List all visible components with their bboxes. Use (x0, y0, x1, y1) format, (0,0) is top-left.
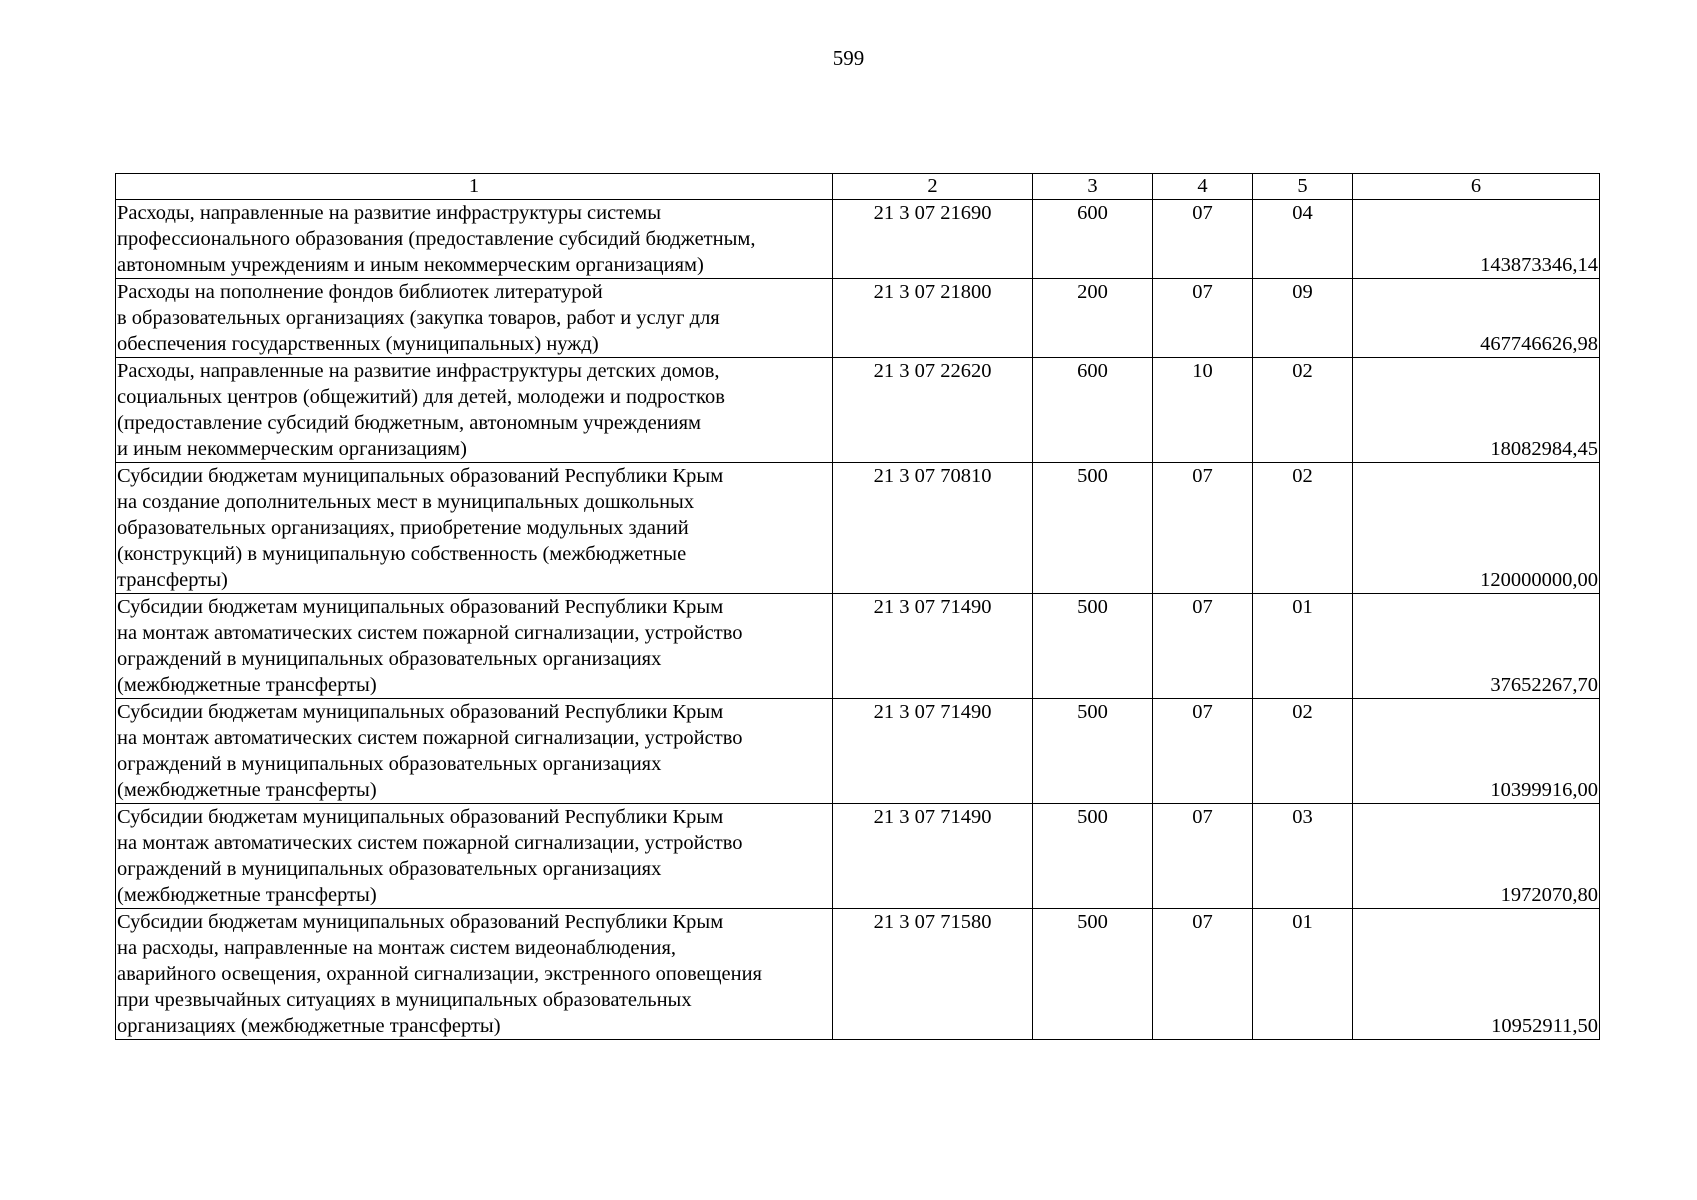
description-line: при чрезвычайных ситуациях в муниципальных образовательных (117, 989, 692, 1011)
row-code: 21 3 07 71490 (833, 804, 1033, 909)
row-description (116, 594, 833, 699)
description-line: ограждений в муниципальных образовательных организациях (117, 648, 662, 670)
description-line: автономным учреждениям и иным некоммерческим организациям) (117, 254, 704, 276)
row-amount: 1972070,80 (1353, 804, 1600, 909)
row-type: 600 (1033, 200, 1153, 279)
row-subsection: 02 (1253, 463, 1353, 594)
description-line: образовательных организациях, приобретение модульных зданий (117, 517, 689, 539)
row-subsection: 09 (1253, 279, 1353, 358)
row-description (116, 463, 833, 594)
column-header-section: 4 (1153, 174, 1253, 200)
row-type: 500 (1033, 463, 1153, 594)
budget-table (115, 173, 1600, 1040)
table-row (116, 463, 1600, 594)
row-description (116, 909, 833, 1040)
row-description (116, 699, 833, 804)
row-type: 600 (1033, 358, 1153, 463)
description-line: Субсидии бюджетам муниципальных образований Республики Крым (117, 596, 724, 618)
column-header-subsection: 5 (1253, 174, 1353, 200)
row-section: 07 (1153, 909, 1253, 1040)
row-section: 07 (1153, 594, 1253, 699)
row-amount: 10952911,50 (1353, 909, 1600, 1040)
row-amount: 10399916,00 (1353, 699, 1600, 804)
description-line: в образовательных организациях (закупка товаров, работ и услуг для (117, 307, 720, 329)
column-header-description: 1 (116, 174, 833, 200)
description-line: трансферты) (117, 569, 228, 591)
description-line: социальных центров (общежитий) для детей, молодежи и подростков (117, 386, 725, 408)
description-line: (межбюджетные трансферты) (117, 884, 377, 906)
description-line: Субсидии бюджетам муниципальных образований Республики Крым (117, 911, 724, 933)
description-line: ограждений в муниципальных образовательных организациях (117, 858, 662, 880)
description-line: Расходы, направленные на развитие инфраструктуры системы (117, 202, 662, 224)
table-row (116, 279, 1600, 358)
row-description (116, 804, 833, 909)
row-code: 21 3 07 71580 (833, 909, 1033, 1040)
description-line: на расходы, направленные на монтаж систем видеонаблюдения, (117, 937, 677, 959)
table-row (116, 358, 1600, 463)
row-description (116, 358, 833, 463)
table-header-row (116, 174, 1600, 200)
row-amount: 18082984,45 (1353, 358, 1600, 463)
description-line: (межбюджетные трансферты) (117, 779, 377, 801)
row-code: 21 3 07 70810 (833, 463, 1033, 594)
description-line: Расходы на пополнение фондов библиотек литературой (117, 281, 603, 303)
row-type: 500 (1033, 594, 1153, 699)
row-section: 07 (1153, 804, 1253, 909)
row-type: 500 (1033, 909, 1153, 1040)
description-line: ограждений в муниципальных образовательных организациях (117, 753, 662, 775)
row-amount: 467746626,98 (1353, 279, 1600, 358)
row-subsection: 03 (1253, 804, 1353, 909)
table-row (116, 909, 1600, 1040)
table-row (116, 699, 1600, 804)
description-line: на создание дополнительных мест в муниципальных дошкольных (117, 491, 695, 513)
description-line: (межбюджетные трансферты) (117, 674, 377, 696)
row-description (116, 279, 833, 358)
table-row (116, 594, 1600, 699)
row-amount: 143873346,14 (1353, 200, 1600, 279)
row-amount: 37652267,70 (1353, 594, 1600, 699)
description-line: обеспечения государственных (муниципальных) нужд) (117, 333, 599, 355)
description-line: (предоставление субсидий бюджетным, автономным учреждениям (117, 412, 702, 434)
row-subsection: 02 (1253, 699, 1353, 804)
row-section: 07 (1153, 279, 1253, 358)
row-type: 500 (1033, 804, 1153, 909)
description-line: на монтаж автоматических систем пожарной сигнализации, устройство (117, 622, 743, 644)
column-header-code: 2 (833, 174, 1033, 200)
row-subsection: 04 (1253, 200, 1353, 279)
row-subsection: 02 (1253, 358, 1353, 463)
description-line: и иным некоммерческим организациям) (117, 438, 467, 460)
row-amount: 120000000,00 (1353, 463, 1600, 594)
column-header-type: 3 (1033, 174, 1153, 200)
description-line: Расходы, направленные на развитие инфраструктуры детских домов, (117, 360, 720, 382)
table-row (116, 804, 1600, 909)
row-section: 10 (1153, 358, 1253, 463)
description-line: на монтаж автоматических систем пожарной сигнализации, устройство (117, 832, 743, 854)
row-code: 21 3 07 21690 (833, 200, 1033, 279)
row-code: 21 3 07 71490 (833, 699, 1033, 804)
row-type: 500 (1033, 699, 1153, 804)
row-section: 07 (1153, 699, 1253, 804)
row-code: 21 3 07 21800 (833, 279, 1033, 358)
description-line: организациях (межбюджетные трансферты) (117, 1015, 501, 1037)
row-section: 07 (1153, 463, 1253, 594)
row-section: 07 (1153, 200, 1253, 279)
description-line: аварийного освещения, охранной сигнализации, экстренного оповещения (117, 963, 762, 985)
description-line: Субсидии бюджетам муниципальных образований Республики Крым (117, 701, 724, 723)
row-subsection: 01 (1253, 594, 1353, 699)
description-line: (конструкций) в муниципальную собственность (межбюджетные (117, 543, 687, 565)
row-code: 21 3 07 71490 (833, 594, 1033, 699)
row-code: 21 3 07 22620 (833, 358, 1033, 463)
row-subsection: 01 (1253, 909, 1353, 1040)
description-line: профессионального образования (предоставление субсидий бюджетным, (117, 228, 756, 250)
description-line: Субсидии бюджетам муниципальных образований Республики Крым (117, 465, 724, 487)
row-type: 200 (1033, 279, 1153, 358)
description-line: Субсидии бюджетам муниципальных образований Республики Крым (117, 806, 724, 828)
table-row (116, 200, 1600, 279)
page-number: 599 (832, 46, 865, 70)
column-header-amount: 6 (1353, 174, 1600, 200)
description-line: на монтаж автоматических систем пожарной сигнализации, устройство (117, 727, 743, 749)
row-description (116, 200, 833, 279)
